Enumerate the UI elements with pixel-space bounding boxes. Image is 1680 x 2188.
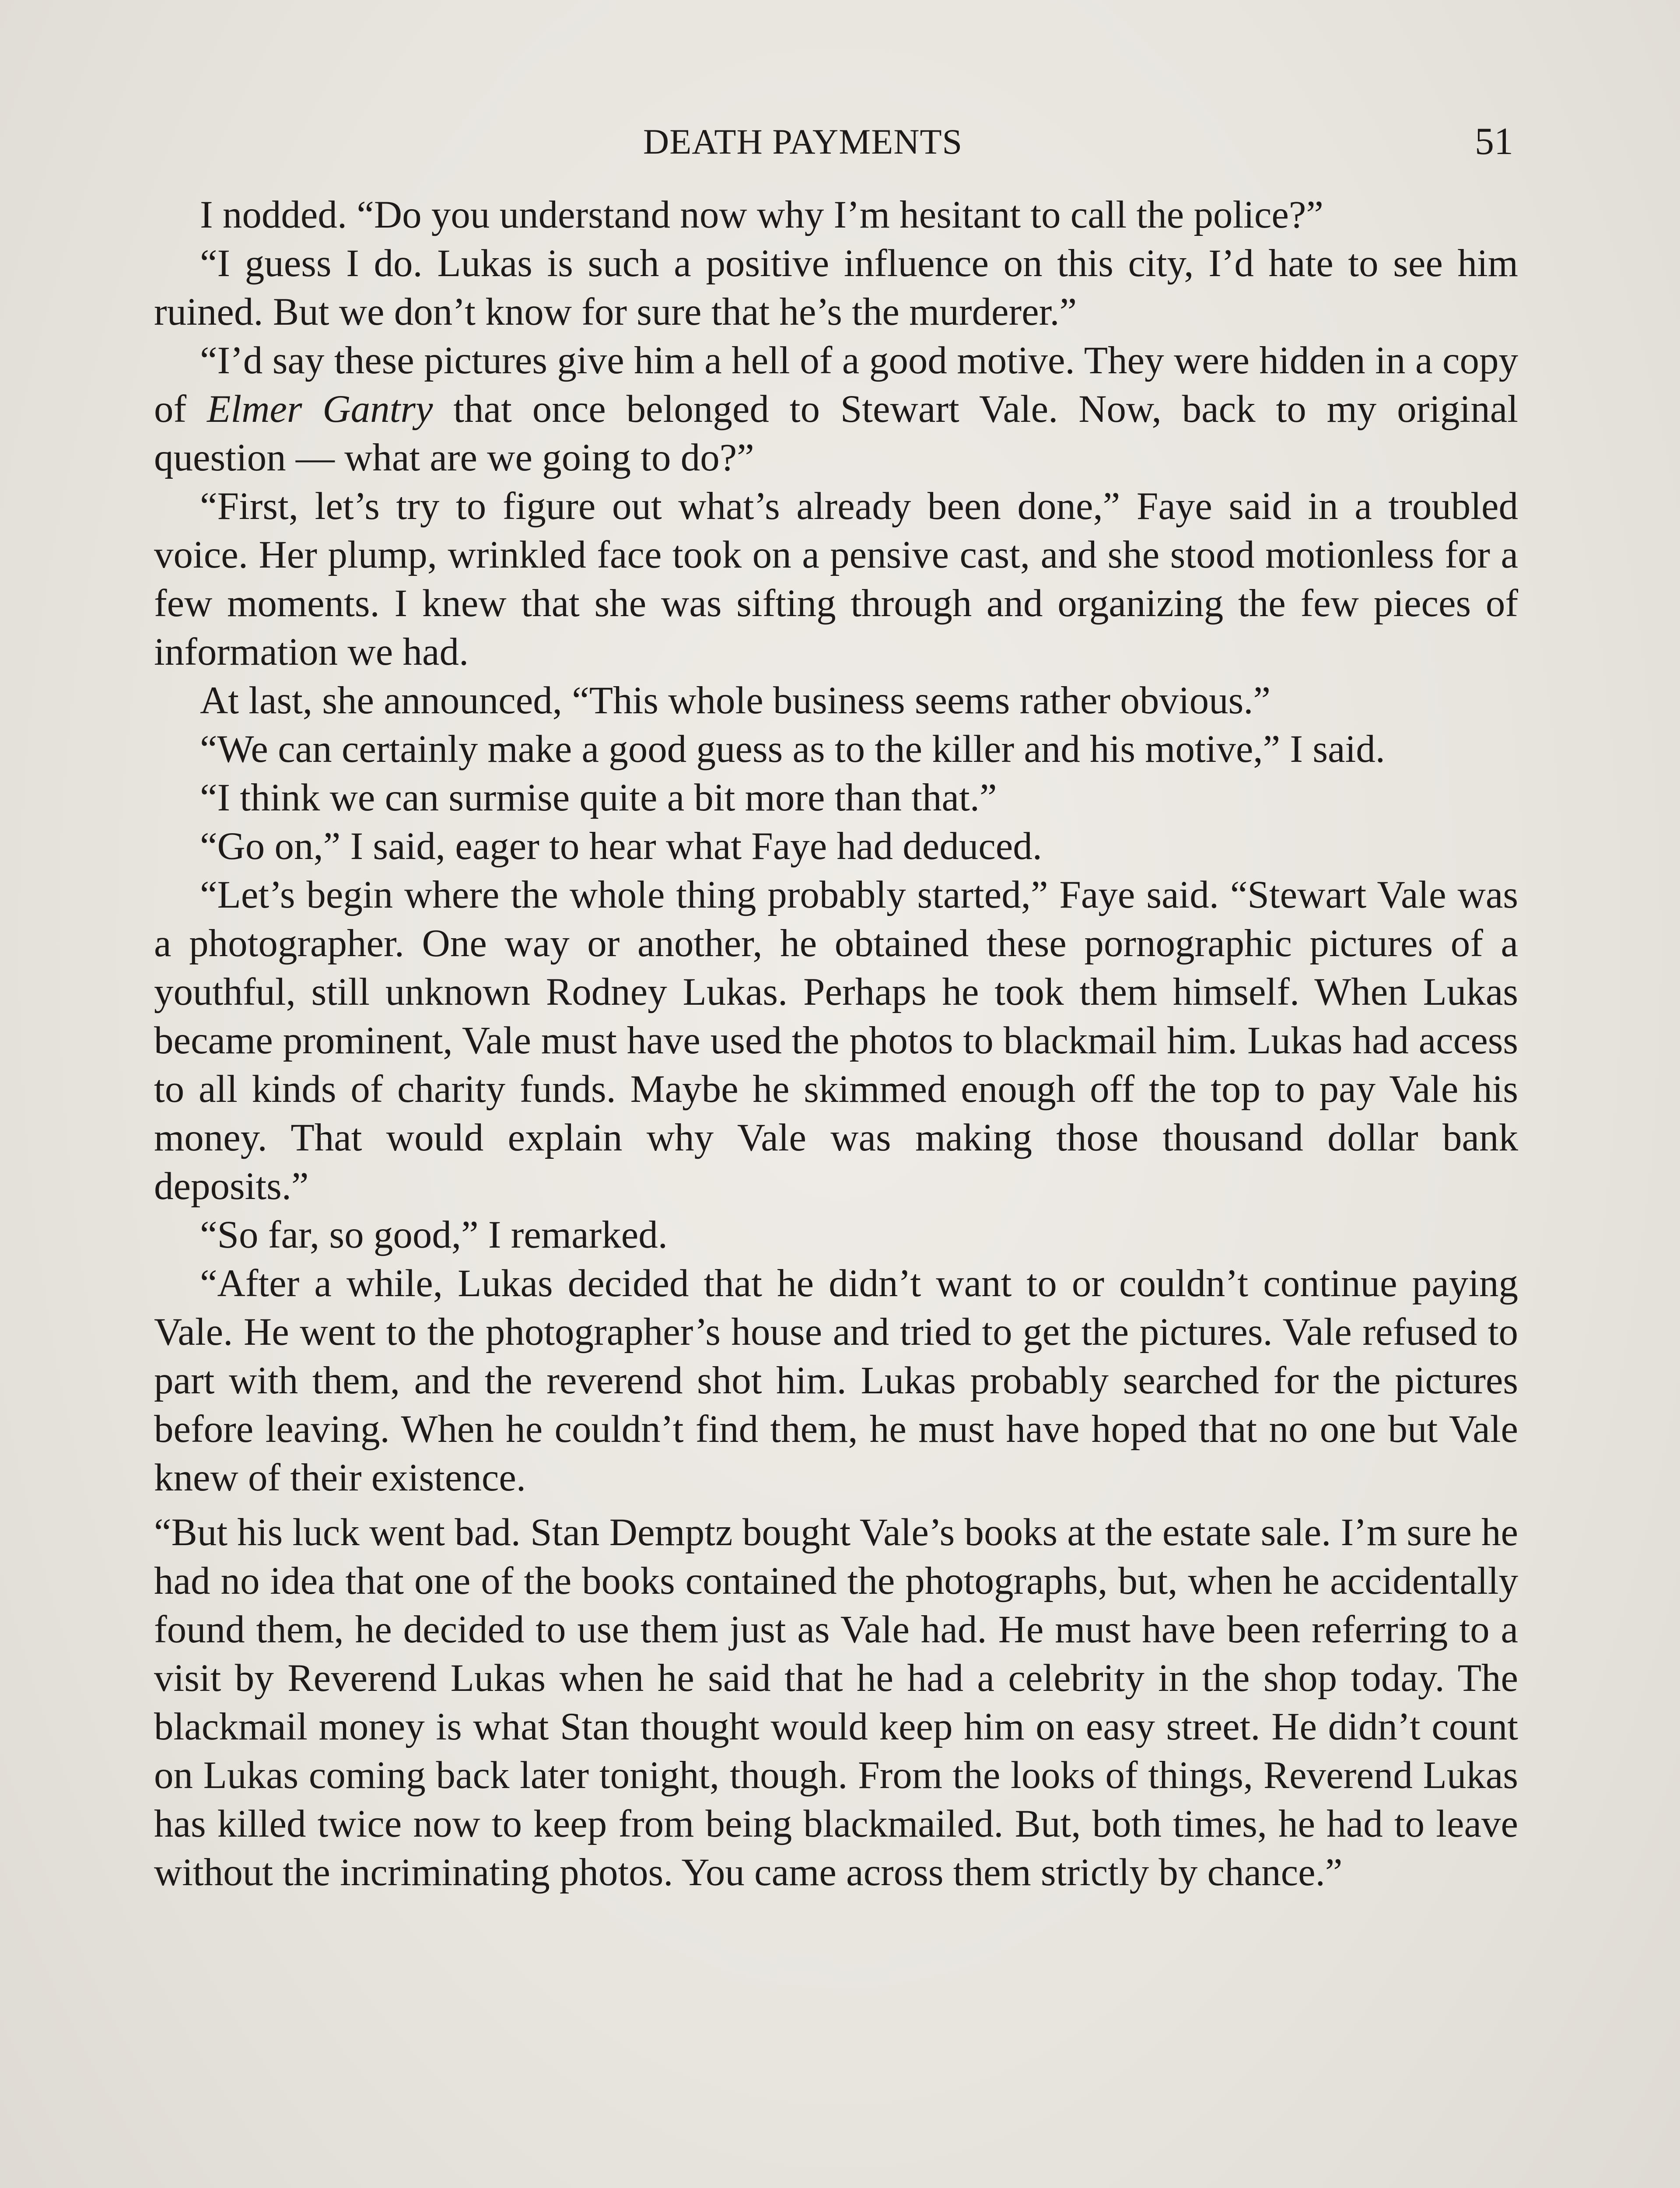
paragraph: “After a while, Lukas decided that he didn’t want to or couldn’t continue paying Vale. He went to the photographer’s house and tried to get the pictures. Vale refused to part with them, and the reverend shot him. Lukas probably searched for the pictures before leaving. When he couldn’t find them, he must have hoped that no one but Vale knew of their existence. — [154, 1262, 1518, 1499]
paragraph — [154, 337, 1518, 482]
body-text — [154, 191, 1518, 1897]
book-title: Elmer Gantry — [207, 388, 433, 431]
paragraph: At last, she announced, “This whole business seems rather obvious.” — [200, 679, 1270, 722]
paragraph: “I think we can surmise quite a bit more than that.” — [200, 776, 997, 819]
paragraph: “First, let’s try to figure out what’s already been done,” Faye said in a troubled voice. Her plump, wrinkled face took on a pensive cast, and she stood motionless for a few moments. I knew that she was sifting through and organizing the few pieces of information we had. — [154, 485, 1518, 673]
paragraph: I nodded. “Do you understand now why I’m hesitant to call the police?” — [200, 193, 1323, 236]
paragraph: “Let’s begin where the whole thing probably started,” Faye said. “Stewart Vale was a photographer. One way or another, he obtained these pornographic pictures of a youthful, still unknown Rodney Lukas. Perhaps he took them himself. When Lukas became prominent, Vale must have used the photos to blackmail him. Lukas had access to all kinds of charity funds. Maybe he skimmed enough off the top to pay Vale his money. That would explain why Vale was making those thousand dollar bank deposits.” — [154, 873, 1518, 1208]
running-head: DEATH PAYMENTS — [643, 122, 963, 161]
paragraph: “Go on,” I said, eager to hear what Faye had deduced. — [200, 825, 1043, 868]
paragraph: “So far, so good,” I remarked. — [200, 1213, 668, 1256]
paragraph: “I guess I do. Lukas is such a positive influence on this city, I’d hate to see him ruined. But we don’t know for sure that he’s the murderer.” — [154, 242, 1518, 333]
page-number: 51 — [1475, 120, 1513, 163]
paragraph-text: that once belonged to Stewart Vale. Now, back to my original question — what are we going to do?” — [154, 388, 1518, 479]
paragraph: “We can certainly make a good guess as to the killer and his motive,” I said. — [200, 728, 1385, 771]
paragraph-text: “I’d say these pictures give him a hell of a good motive. They were hidden in a copy of — [154, 339, 1518, 431]
paragraph: “But his luck went bad. Stan Demptz bought Vale’s books at the estate sale. I’m sure he had no idea that one of the books contained the photographs, but, when he accidentally found them, he decided to use them just as Vale had. He must have been referring to a visit by Reverend Lukas when he said that he had a celebrity in the shop today. The blackmail money is what Stan thought would keep him on easy street. He didn’t count on Lukas coming back later tonight, though. From the looks of things, Reverend Lukas has killed twice now to keep from being blackmailed. But, both times, he had to leave without the incriminating photos. You came across them strictly by chance.” — [154, 1511, 1518, 1894]
